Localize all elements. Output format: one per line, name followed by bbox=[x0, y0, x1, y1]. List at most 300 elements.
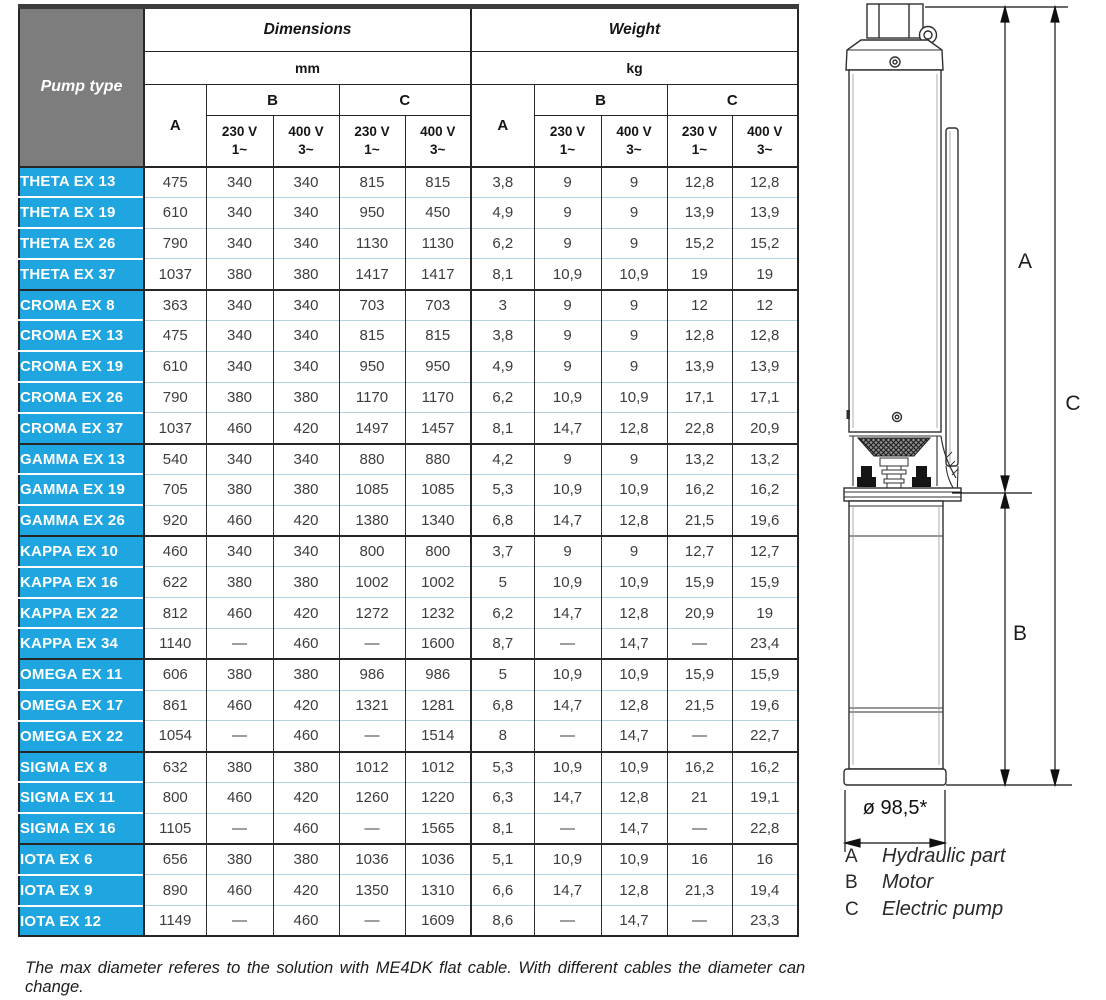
unit-kg-header: kg bbox=[471, 52, 798, 85]
dim-c-230-cell: 1130 bbox=[339, 228, 405, 259]
wt-c-230-cell: — bbox=[667, 721, 732, 752]
dim-b-230-cell: 460 bbox=[206, 782, 273, 813]
dim-b-230-cell: 380 bbox=[206, 382, 273, 413]
dim-b-230-cell: 380 bbox=[206, 659, 273, 690]
wt-c-230-cell: 15,9 bbox=[667, 659, 732, 690]
pump-type-cell: SIGMA EX 11 bbox=[19, 782, 144, 813]
dim-b-230-cell: 380 bbox=[206, 567, 273, 598]
dim-b-400-cell: 340 bbox=[273, 290, 339, 321]
wt-b-230-cell: 9 bbox=[534, 536, 601, 567]
wt-b-230-cell: 14,7 bbox=[534, 782, 601, 813]
dim-c-230-cell: — bbox=[339, 628, 405, 659]
wt-c-400-cell: 17,1 bbox=[732, 382, 798, 413]
dim-a-cell: 1037 bbox=[144, 259, 206, 290]
wt-c-400-cell: 13,9 bbox=[732, 197, 798, 228]
pump-type-header: Pump type bbox=[19, 7, 144, 167]
pump-type-cell: OMEGA EX 17 bbox=[19, 690, 144, 721]
pump-type-cell: THETA EX 19 bbox=[19, 197, 144, 228]
wt-c-400-cell: 19 bbox=[732, 259, 798, 290]
dim-b-230-cell: 340 bbox=[206, 536, 273, 567]
table-row bbox=[19, 844, 798, 875]
col-c-mm-header: C bbox=[339, 85, 471, 116]
wt-c-400-cell: 16 bbox=[732, 844, 798, 875]
volt-400-header: 400 V 3~ bbox=[732, 116, 798, 167]
dim-b-400-cell: 340 bbox=[273, 351, 339, 382]
pump-type-cell: OMEGA EX 11 bbox=[19, 659, 144, 690]
motor-body bbox=[849, 501, 943, 769]
wt-c-230-cell: — bbox=[667, 906, 732, 937]
wt-b-230-cell: 9 bbox=[534, 320, 601, 351]
wt-b-230-cell: 14,7 bbox=[534, 505, 601, 536]
dim-b-400-cell: 380 bbox=[273, 259, 339, 290]
dim-b-230-cell: — bbox=[206, 906, 273, 937]
table-row bbox=[19, 567, 798, 598]
dim-b-400-cell: 340 bbox=[273, 228, 339, 259]
dim-a-cell: 800 bbox=[144, 782, 206, 813]
dim-b-400-cell: 340 bbox=[273, 197, 339, 228]
pump-spec-table-wrap bbox=[18, 4, 799, 937]
wt-c-230-cell: 21 bbox=[667, 782, 732, 813]
wt-a-cell: 6,8 bbox=[471, 690, 534, 721]
table-row bbox=[19, 875, 798, 906]
dim-b-230-cell: — bbox=[206, 721, 273, 752]
legend-label-a: Hydraulic part bbox=[882, 845, 1006, 867]
wt-a-cell: 5 bbox=[471, 659, 534, 690]
wt-a-cell: 8,1 bbox=[471, 259, 534, 290]
wt-c-400-cell: 12 bbox=[732, 290, 798, 321]
wt-a-cell: 5,1 bbox=[471, 844, 534, 875]
dim-c-230-cell: — bbox=[339, 721, 405, 752]
wt-b-230-cell: 10,9 bbox=[534, 844, 601, 875]
wt-c-230-cell: 16 bbox=[667, 844, 732, 875]
wt-c-230-cell: 13,9 bbox=[667, 351, 732, 382]
dim-a-cell: 890 bbox=[144, 875, 206, 906]
table-row bbox=[19, 382, 798, 413]
wt-a-cell: 6,8 bbox=[471, 505, 534, 536]
wt-b-400-cell: 9 bbox=[601, 228, 667, 259]
table-row bbox=[19, 320, 798, 351]
wt-b-400-cell: 9 bbox=[601, 197, 667, 228]
volt-400-header: 400 V 3~ bbox=[273, 116, 339, 167]
coupling bbox=[880, 458, 908, 488]
dim-b-230-cell: 340 bbox=[206, 197, 273, 228]
dim-a-cell: 656 bbox=[144, 844, 206, 875]
pump-type-cell: SIGMA EX 8 bbox=[19, 752, 144, 783]
pump-type-cell: OMEGA EX 22 bbox=[19, 721, 144, 752]
wt-b-400-cell: 10,9 bbox=[601, 752, 667, 783]
hydraulic-body bbox=[849, 70, 941, 432]
wt-a-cell: 8 bbox=[471, 721, 534, 752]
table-body bbox=[19, 167, 798, 937]
wt-b-400-cell: 12,8 bbox=[601, 598, 667, 629]
dim-c-400-cell: 800 bbox=[405, 536, 471, 567]
legend-row-c bbox=[845, 898, 1005, 921]
wt-c-400-cell: 13,9 bbox=[732, 351, 798, 382]
wt-b-400-cell: 9 bbox=[601, 536, 667, 567]
dim-c-400-cell: 986 bbox=[405, 659, 471, 690]
wt-c-230-cell: 12 bbox=[667, 290, 732, 321]
table-row bbox=[19, 659, 798, 690]
volt-230-header: 230 V 1~ bbox=[206, 116, 273, 167]
wt-b-230-cell: 14,7 bbox=[534, 598, 601, 629]
dim-c-400-cell: 815 bbox=[405, 167, 471, 198]
wt-c-400-cell: 23,4 bbox=[732, 628, 798, 659]
dim-a-cell: 622 bbox=[144, 567, 206, 598]
dim-c-230-cell: 1170 bbox=[339, 382, 405, 413]
legend-key-c: C bbox=[845, 899, 859, 920]
table-row bbox=[19, 782, 798, 813]
wt-b-230-cell: 10,9 bbox=[534, 659, 601, 690]
wt-b-400-cell: 10,9 bbox=[601, 567, 667, 598]
dim-a-cell: 363 bbox=[144, 290, 206, 321]
wt-b-230-cell: 10,9 bbox=[534, 752, 601, 783]
dim-c-230-cell: 1012 bbox=[339, 752, 405, 783]
dim-c-230-cell: 1036 bbox=[339, 844, 405, 875]
dimensions-header: Dimensions bbox=[144, 7, 471, 52]
wt-c-400-cell: 19,1 bbox=[732, 782, 798, 813]
wt-b-400-cell: 14,7 bbox=[601, 906, 667, 937]
dim-a-cell: 1140 bbox=[144, 628, 206, 659]
pump-outline bbox=[844, 4, 961, 785]
wt-b-400-cell: 12,8 bbox=[601, 690, 667, 721]
pump-type-cell: CROMA EX 13 bbox=[19, 320, 144, 351]
dim-c-230-cell: — bbox=[339, 906, 405, 937]
dim-a-cell: 610 bbox=[144, 197, 206, 228]
dim-c-400-cell: 1340 bbox=[405, 505, 471, 536]
wt-c-400-cell: 12,8 bbox=[732, 320, 798, 351]
pump-type-cell: IOTA EX 6 bbox=[19, 844, 144, 875]
pump-spec-table bbox=[18, 4, 799, 937]
footnote: The max diameter referes to the solution with ME4DK flat cable. With different cables the diameter can change. bbox=[25, 959, 806, 996]
dim-b-400-cell: 380 bbox=[273, 474, 339, 505]
wt-b-400-cell: 12,8 bbox=[601, 782, 667, 813]
dim-a-cell: 920 bbox=[144, 505, 206, 536]
wt-c-230-cell: 22,8 bbox=[667, 413, 732, 444]
dim-b-230-cell: 380 bbox=[206, 844, 273, 875]
wt-c-400-cell: 19,6 bbox=[732, 505, 798, 536]
dim-a-cell: 1149 bbox=[144, 906, 206, 937]
dim-b-400-cell: 460 bbox=[273, 813, 339, 844]
dim-c-400-cell: 950 bbox=[405, 351, 471, 382]
pump-type-cell: IOTA EX 12 bbox=[19, 906, 144, 937]
wt-c-400-cell: 20,9 bbox=[732, 413, 798, 444]
wt-b-230-cell: — bbox=[534, 628, 601, 659]
dim-a-cell: 610 bbox=[144, 351, 206, 382]
dim-b-230-cell: 380 bbox=[206, 752, 273, 783]
wt-b-230-cell: 10,9 bbox=[534, 567, 601, 598]
dim-c-230-cell: 1321 bbox=[339, 690, 405, 721]
wt-c-400-cell: 16,2 bbox=[732, 474, 798, 505]
wt-b-230-cell: 14,7 bbox=[534, 690, 601, 721]
table-row bbox=[19, 721, 798, 752]
wt-a-cell: 3,8 bbox=[471, 167, 534, 198]
dim-b-230-cell: 340 bbox=[206, 444, 273, 475]
wt-b-400-cell: 12,8 bbox=[601, 413, 667, 444]
dim-a-cell: 606 bbox=[144, 659, 206, 690]
dim-c-400-cell: 1514 bbox=[405, 721, 471, 752]
wt-b-400-cell: 9 bbox=[601, 167, 667, 198]
wt-c-400-cell: 23,3 bbox=[732, 906, 798, 937]
dim-b-400-cell: 420 bbox=[273, 413, 339, 444]
wt-a-cell: 8,7 bbox=[471, 628, 534, 659]
table-header bbox=[19, 7, 798, 167]
dim-c-230-cell: — bbox=[339, 813, 405, 844]
dim-a-cell: 812 bbox=[144, 598, 206, 629]
dim-c-230-cell: 950 bbox=[339, 351, 405, 382]
pump-type-cell: THETA EX 37 bbox=[19, 259, 144, 290]
wt-c-230-cell: 12,7 bbox=[667, 536, 732, 567]
dim-a-cell: 861 bbox=[144, 690, 206, 721]
volt-230-header: 230 V 1~ bbox=[667, 116, 732, 167]
table-row bbox=[19, 444, 798, 475]
wt-b-400-cell: 9 bbox=[601, 290, 667, 321]
wt-b-400-cell: 12,8 bbox=[601, 505, 667, 536]
wt-c-230-cell: 19 bbox=[667, 259, 732, 290]
col-b-kg-header: B bbox=[534, 85, 667, 116]
dim-b-400-cell: 340 bbox=[273, 320, 339, 351]
pump-type-cell: CROMA EX 19 bbox=[19, 351, 144, 382]
dim-c-400-cell: 1232 bbox=[405, 598, 471, 629]
dim-label-a: A bbox=[1017, 250, 1032, 273]
table-row bbox=[19, 628, 798, 659]
dim-c-230-cell: 703 bbox=[339, 290, 405, 321]
pump-type-cell: CROMA EX 26 bbox=[19, 382, 144, 413]
dim-a-cell: 790 bbox=[144, 382, 206, 413]
wt-c-400-cell: 19,4 bbox=[732, 875, 798, 906]
dim-b-400-cell: 380 bbox=[273, 844, 339, 875]
dim-b-230-cell: 340 bbox=[206, 320, 273, 351]
wt-a-cell: 8,1 bbox=[471, 413, 534, 444]
wt-b-230-cell: — bbox=[534, 906, 601, 937]
table-row bbox=[19, 167, 798, 198]
dim-b-400-cell: 420 bbox=[273, 875, 339, 906]
wt-c-230-cell: 16,2 bbox=[667, 474, 732, 505]
col-a-kg-header: A bbox=[471, 85, 534, 167]
legend-row-b bbox=[845, 871, 1005, 894]
discharge-port bbox=[867, 4, 923, 38]
pump-type-cell: KAPPA EX 34 bbox=[19, 628, 144, 659]
pump-type-cell: KAPPA EX 16 bbox=[19, 567, 144, 598]
dim-b-230-cell: 340 bbox=[206, 290, 273, 321]
table-row bbox=[19, 259, 798, 290]
wt-b-230-cell: — bbox=[534, 721, 601, 752]
dim-a-cell: 790 bbox=[144, 228, 206, 259]
dim-c-400-cell: 1002 bbox=[405, 567, 471, 598]
weight-header: Weight bbox=[471, 7, 798, 52]
wt-c-230-cell: 21,5 bbox=[667, 690, 732, 721]
dim-b-400-cell: 420 bbox=[273, 782, 339, 813]
wt-c-230-cell: — bbox=[667, 628, 732, 659]
dim-c-400-cell: 1036 bbox=[405, 844, 471, 875]
table-row bbox=[19, 228, 798, 259]
wt-b-400-cell: 14,7 bbox=[601, 721, 667, 752]
wt-b-400-cell: 10,9 bbox=[601, 259, 667, 290]
wt-c-230-cell: 17,1 bbox=[667, 382, 732, 413]
dim-c-400-cell: 1310 bbox=[405, 875, 471, 906]
wt-a-cell: 8,1 bbox=[471, 813, 534, 844]
legend-label-b: Motor bbox=[882, 871, 934, 893]
unit-mm-header: mm bbox=[144, 52, 471, 85]
table-row bbox=[19, 290, 798, 321]
wt-b-400-cell: 14,7 bbox=[601, 628, 667, 659]
wt-c-400-cell: 22,8 bbox=[732, 813, 798, 844]
wt-c-400-cell: 12,8 bbox=[732, 167, 798, 198]
dim-c-230-cell: 986 bbox=[339, 659, 405, 690]
wt-b-400-cell: 10,9 bbox=[601, 659, 667, 690]
dim-b-400-cell: 460 bbox=[273, 628, 339, 659]
clamp-band bbox=[844, 488, 961, 501]
dim-a-cell: 632 bbox=[144, 752, 206, 783]
dim-b-400-cell: 460 bbox=[273, 721, 339, 752]
wt-c-400-cell: 16,2 bbox=[732, 752, 798, 783]
dim-c-230-cell: 800 bbox=[339, 536, 405, 567]
wt-a-cell: 3,8 bbox=[471, 320, 534, 351]
table-row bbox=[19, 906, 798, 937]
wt-a-cell: 8,6 bbox=[471, 906, 534, 937]
dim-b-230-cell: 460 bbox=[206, 505, 273, 536]
pump-type-cell: CROMA EX 37 bbox=[19, 413, 144, 444]
dim-b-230-cell: 460 bbox=[206, 413, 273, 444]
col-a-mm-header: A bbox=[144, 85, 206, 167]
dim-b-400-cell: 380 bbox=[273, 567, 339, 598]
wt-c-230-cell: 20,9 bbox=[667, 598, 732, 629]
wt-b-230-cell: 10,9 bbox=[534, 259, 601, 290]
pump-type-cell: THETA EX 26 bbox=[19, 228, 144, 259]
legend-label-c: Electric pump bbox=[882, 898, 1004, 920]
wt-a-cell: 6,2 bbox=[471, 598, 534, 629]
dim-b-230-cell: 340 bbox=[206, 228, 273, 259]
wt-c-230-cell: 21,5 bbox=[667, 505, 732, 536]
diameter-label: ø 98,5* bbox=[862, 797, 928, 819]
dim-c-230-cell: 815 bbox=[339, 167, 405, 198]
wt-a-cell: 5 bbox=[471, 567, 534, 598]
pump-type-cell: GAMMA EX 19 bbox=[19, 474, 144, 505]
wt-b-400-cell: 9 bbox=[601, 444, 667, 475]
table-row bbox=[19, 351, 798, 382]
dim-a-cell: 475 bbox=[144, 167, 206, 198]
dim-b-400-cell: 420 bbox=[273, 598, 339, 629]
dim-c-400-cell: 880 bbox=[405, 444, 471, 475]
wt-c-230-cell: 15,9 bbox=[667, 567, 732, 598]
table-row bbox=[19, 752, 798, 783]
dim-c-230-cell: 815 bbox=[339, 320, 405, 351]
wt-a-cell: 6,2 bbox=[471, 382, 534, 413]
wt-c-400-cell: 12,7 bbox=[732, 536, 798, 567]
wt-a-cell: 4,2 bbox=[471, 444, 534, 475]
wt-b-230-cell: 10,9 bbox=[534, 474, 601, 505]
wt-a-cell: 5,3 bbox=[471, 474, 534, 505]
dim-b-400-cell: 380 bbox=[273, 382, 339, 413]
volt-230-header: 230 V 1~ bbox=[534, 116, 601, 167]
table-row bbox=[19, 598, 798, 629]
dim-b-400-cell: 380 bbox=[273, 659, 339, 690]
wt-a-cell: 6,6 bbox=[471, 875, 534, 906]
wt-a-cell: 3 bbox=[471, 290, 534, 321]
wt-c-400-cell: 15,9 bbox=[732, 659, 798, 690]
table-row bbox=[19, 474, 798, 505]
dim-b-400-cell: 420 bbox=[273, 690, 339, 721]
dim-c-400-cell: 1600 bbox=[405, 628, 471, 659]
cable-guard bbox=[946, 128, 958, 466]
wt-c-400-cell: 19 bbox=[732, 598, 798, 629]
motor-base-cap bbox=[844, 769, 946, 785]
col-b-mm-header: B bbox=[206, 85, 339, 116]
dim-b-400-cell: 380 bbox=[273, 752, 339, 783]
dim-b-400-cell: 340 bbox=[273, 536, 339, 567]
wt-b-230-cell: 14,7 bbox=[534, 875, 601, 906]
wt-a-cell: 6,3 bbox=[471, 782, 534, 813]
dim-c-400-cell: 1609 bbox=[405, 906, 471, 937]
dim-c-400-cell: 1417 bbox=[405, 259, 471, 290]
wt-b-230-cell: 9 bbox=[534, 167, 601, 198]
dim-c-230-cell: 1497 bbox=[339, 413, 405, 444]
wt-b-400-cell: 10,9 bbox=[601, 382, 667, 413]
wt-c-400-cell: 13,2 bbox=[732, 444, 798, 475]
table-row bbox=[19, 505, 798, 536]
wt-a-cell: 4,9 bbox=[471, 351, 534, 382]
dim-a-cell: 540 bbox=[144, 444, 206, 475]
pump-type-cell: KAPPA EX 10 bbox=[19, 536, 144, 567]
wt-b-400-cell: 10,9 bbox=[601, 844, 667, 875]
wt-b-400-cell: 14,7 bbox=[601, 813, 667, 844]
wt-c-400-cell: 22,7 bbox=[732, 721, 798, 752]
pump-type-cell: CROMA EX 8 bbox=[19, 290, 144, 321]
dim-b-230-cell: 460 bbox=[206, 690, 273, 721]
wt-c-230-cell: 12,8 bbox=[667, 320, 732, 351]
dim-a-cell: 475 bbox=[144, 320, 206, 351]
table-row bbox=[19, 197, 798, 228]
pump-type-cell: GAMMA EX 26 bbox=[19, 505, 144, 536]
table-row bbox=[19, 536, 798, 567]
legend-row-a bbox=[845, 845, 1005, 868]
wt-b-230-cell: — bbox=[534, 813, 601, 844]
pump-type-cell: THETA EX 13 bbox=[19, 167, 144, 198]
wt-b-230-cell: 10,9 bbox=[534, 382, 601, 413]
dim-c-230-cell: 1272 bbox=[339, 598, 405, 629]
pump-type-cell: GAMMA EX 13 bbox=[19, 444, 144, 475]
dim-b-230-cell: 340 bbox=[206, 351, 273, 382]
dim-b-230-cell: 380 bbox=[206, 259, 273, 290]
dim-c-230-cell: 950 bbox=[339, 197, 405, 228]
dim-c-400-cell: 815 bbox=[405, 320, 471, 351]
dim-c-400-cell: 703 bbox=[405, 290, 471, 321]
wt-a-cell: 4,9 bbox=[471, 197, 534, 228]
volt-400-header: 400 V 3~ bbox=[601, 116, 667, 167]
dim-b-230-cell: 340 bbox=[206, 167, 273, 198]
dim-b-230-cell: 460 bbox=[206, 598, 273, 629]
wt-b-400-cell: 12,8 bbox=[601, 875, 667, 906]
wt-b-230-cell: 9 bbox=[534, 290, 601, 321]
dim-b-400-cell: 340 bbox=[273, 444, 339, 475]
wt-b-230-cell: 9 bbox=[534, 444, 601, 475]
dim-c-230-cell: 1350 bbox=[339, 875, 405, 906]
dim-c-400-cell: 1012 bbox=[405, 752, 471, 783]
dim-b-230-cell: — bbox=[206, 813, 273, 844]
wt-b-400-cell: 9 bbox=[601, 351, 667, 382]
dim-c-400-cell: 450 bbox=[405, 197, 471, 228]
dim-c-400-cell: 1130 bbox=[405, 228, 471, 259]
suction-screen bbox=[858, 438, 930, 456]
dim-b-400-cell: 340 bbox=[273, 167, 339, 198]
dim-c-400-cell: 1085 bbox=[405, 474, 471, 505]
dim-b-230-cell: 460 bbox=[206, 875, 273, 906]
wt-b-230-cell: 9 bbox=[534, 351, 601, 382]
wt-c-230-cell: 13,2 bbox=[667, 444, 732, 475]
dim-c-230-cell: 1002 bbox=[339, 567, 405, 598]
wt-c-400-cell: 15,9 bbox=[732, 567, 798, 598]
dim-c-230-cell: 880 bbox=[339, 444, 405, 475]
dim-label-b: B bbox=[1012, 622, 1027, 645]
